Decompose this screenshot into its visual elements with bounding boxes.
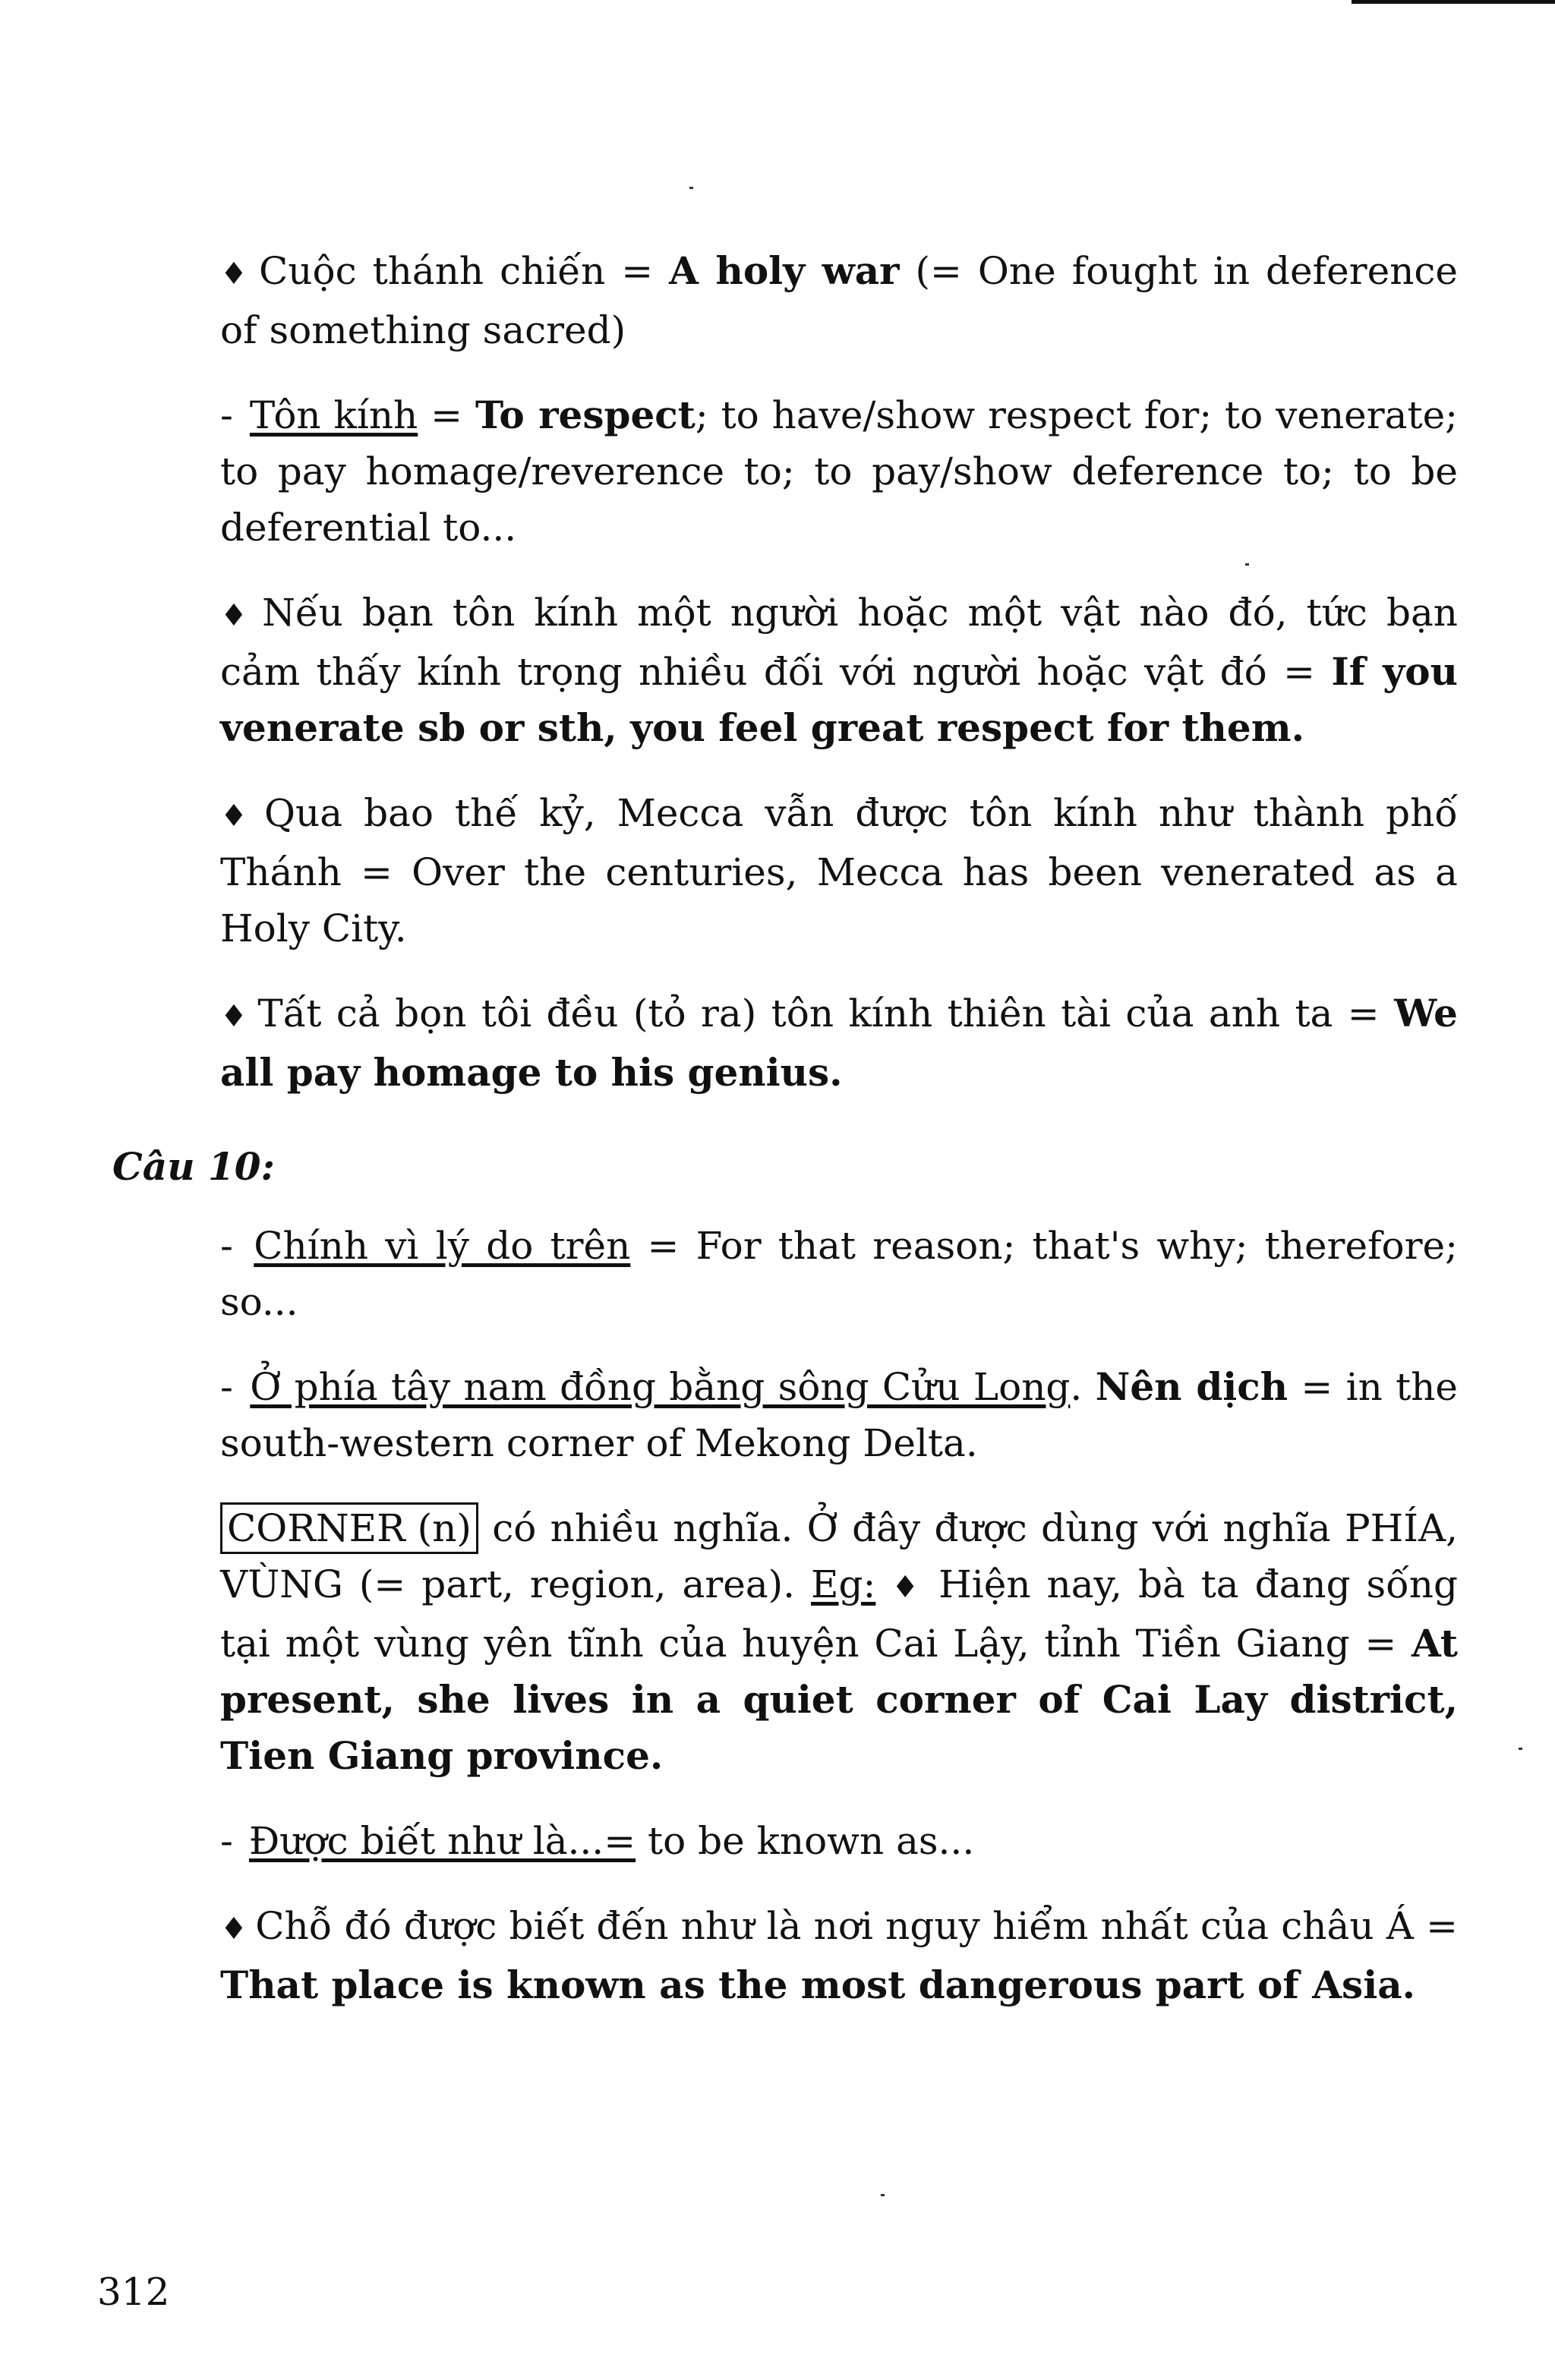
bullet-entry: ♦ Nếu bạn tôn kính một người hoặc một vật nào đó, tức bạn cảm thấy kính trọng nhiều đối với người hoặc vật đó = If you venerate sb or sth, you feel great respect for them. (220, 585, 1458, 756)
top-rule (1352, 0, 1555, 4)
dash-entry: - Chính vì lý do trên = For that reason; that's why; therefore; so... (220, 1218, 1458, 1330)
bullet-entry: ♦ Tất cả bọn tôi đều (tỏ ra) tôn kính thiên tài của anh ta = We all pay homage to his genius. (220, 985, 1458, 1101)
diamond-bullet-icon: ♦ (891, 1570, 923, 1605)
scan-speck (1519, 1748, 1522, 1750)
scan-speck (881, 2194, 885, 2196)
dash-marker: - (220, 1819, 233, 1863)
diamond-bullet-icon: ♦ (220, 999, 248, 1034)
term: Tôn kính (249, 393, 418, 437)
example-label: Eg: (810, 1562, 876, 1606)
dash-marker: - (220, 1224, 233, 1268)
scan-speck (689, 187, 693, 189)
diamond-bullet-icon: ♦ (220, 799, 248, 834)
boxed-term: CORNER (n) (220, 1502, 478, 1554)
dash-marker: - (220, 1365, 233, 1409)
dash-entry: - Tôn kính = To respect; to have/show respect for; to venerate; to pay homage/reverence to; to pay/show deference to; to be deferential to... (220, 387, 1458, 556)
dash-entry: - Được biết như là...= to be known as... (220, 1813, 1458, 1869)
diamond-bullet-icon: ♦ (220, 257, 248, 292)
definition-note: CORNER (n) có nhiều nghĩa. Ở đây được dùng với nghĩa PHÍA, VÙNG (= part, region, area). Eg: ♦ Hiện nay, bà ta đang sống tại một vùng yên tĩnh của huyện Cai Lậy, tỉnh Tiền Giang = At present, she lives in a quiet corner of Cai Lay district, Tien Giang province. (220, 1500, 1458, 1784)
dash-marker: - (220, 393, 233, 437)
diamond-bullet-icon: ♦ (220, 1912, 248, 1947)
term: Ở phía tây nam đồng bằng sông Cửu Long (250, 1365, 1071, 1409)
bullet-entry: ♦ Cuộc thánh chiến = A holy war (= One fought in deference of something sacred) (220, 243, 1458, 358)
dash-entry: - Ở phía tây nam đồng bằng sông Cửu Long. Nên dịch = in the south-western corner of Mekong Delta. (220, 1359, 1458, 1471)
diamond-bullet-icon: ♦ (220, 598, 248, 633)
bullet-entry: ♦ Qua bao thế kỷ, Mecca vẫn được tôn kính như thành phố Thánh = Over the centuries, Mecca has been venerated as a Holy City. (220, 785, 1458, 957)
term: Chính vì lý do trên (254, 1224, 631, 1268)
page-body (112, 243, 1459, 2013)
page-number: 312 (97, 2270, 170, 2314)
section-heading: Câu 10: (112, 1144, 275, 1189)
term: Được biết như là...= (248, 1819, 636, 1863)
bullet-entry: ♦ Chỗ đó được biết đến như là nơi nguy hiểm nhất của châu Á = That place is known as the most dangerous part of Asia. (220, 1898, 1458, 2013)
